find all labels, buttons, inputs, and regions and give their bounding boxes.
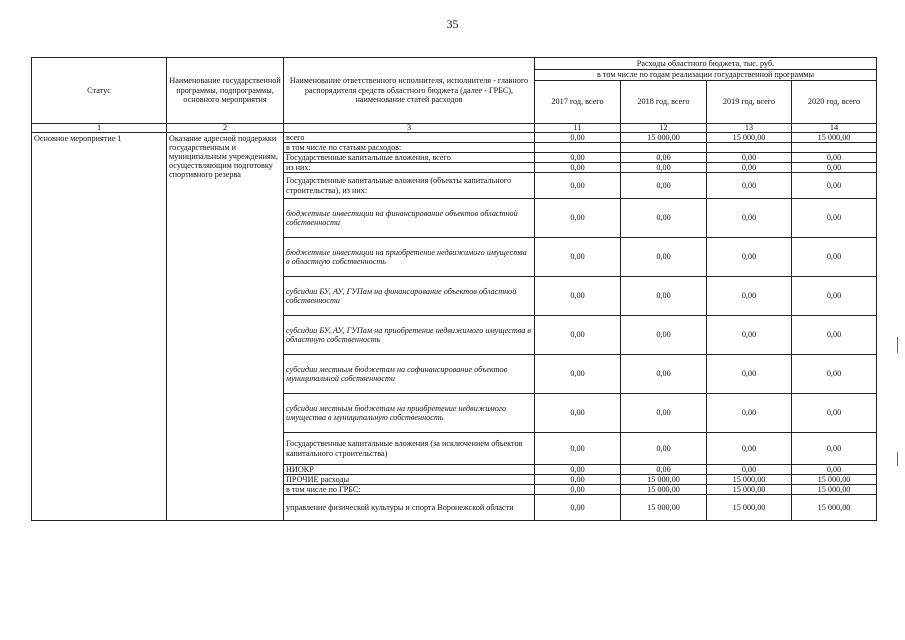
- value-2020: 0,00: [792, 163, 877, 173]
- value-2017: [535, 143, 621, 153]
- row-label: всего: [284, 133, 535, 143]
- value-2018: 0,00: [621, 316, 707, 355]
- value-2020: 0,00: [792, 277, 877, 316]
- value-2019: 0,00: [707, 238, 792, 277]
- table-row: [32, 133, 877, 143]
- value-2018: 0,00: [621, 433, 707, 465]
- value-2018: 0,00: [621, 173, 707, 199]
- value-2019: 15 000,00: [707, 133, 792, 143]
- value-2018: 15 000,00: [621, 475, 707, 485]
- value-2020: 0,00: [792, 173, 877, 199]
- column-index: 2: [167, 124, 284, 133]
- value-2018: 15 000,00: [621, 485, 707, 495]
- column-index: 1: [32, 124, 167, 133]
- header-row-1: [32, 58, 877, 70]
- column-index: 11: [535, 124, 621, 133]
- value-2019: 15 000,00: [707, 485, 792, 495]
- row-label: Государственные капитальные вложения (за исключением объектов капитального строительства): [284, 433, 535, 465]
- value-2017: 0,00: [535, 495, 621, 521]
- header-year-2020: 2020 год, всего: [792, 81, 877, 124]
- value-2019: 0,00: [707, 199, 792, 238]
- row-label: НИОКР: [284, 465, 535, 475]
- row-label: в том числе по ГРБС:: [284, 485, 535, 495]
- header-expenses: Расходы областного бюджета, тыс. руб.: [535, 58, 877, 70]
- column-index: 12: [621, 124, 707, 133]
- header-year-2018: 2018 год, всего: [621, 81, 707, 124]
- value-2019: 0,00: [707, 173, 792, 199]
- value-2017: 0,00: [535, 475, 621, 485]
- scan-margin-mark: [897, 337, 898, 353]
- row-label: субсидии местным бюджетам на софинансирование объектов муниципальной собственности: [284, 355, 535, 394]
- value-2019: 0,00: [707, 316, 792, 355]
- value-2019: 0,00: [707, 355, 792, 394]
- header-executor: Наименование ответственного исполнителя, исполнителя - главного распорядителя средств областного бюджета (далее - ГРБС), наименование статей расходов: [284, 58, 535, 124]
- value-2017: 0,00: [535, 173, 621, 199]
- value-2020: 15 000,00: [792, 133, 877, 143]
- value-2018: 0,00: [621, 199, 707, 238]
- row-label: субсидии местным бюджетам на приобретение недвижимого имущества в муниципальную собственность: [284, 394, 535, 433]
- value-2020: 0,00: [792, 394, 877, 433]
- value-2020: 0,00: [792, 238, 877, 277]
- value-2017: 0,00: [535, 199, 621, 238]
- value-2017: 0,00: [535, 238, 621, 277]
- row-label: бюджетные инвестиции на финансирование объектов областной собственности: [284, 199, 535, 238]
- value-2020: 15 000,00: [792, 485, 877, 495]
- value-2019: 0,00: [707, 394, 792, 433]
- row-label: Государственные капитальные вложения, всего: [284, 153, 535, 163]
- value-2020: 0,00: [792, 316, 877, 355]
- column-index-row: [32, 124, 877, 133]
- value-2020: 0,00: [792, 355, 877, 394]
- value-2018: 0,00: [621, 394, 707, 433]
- value-2018: 0,00: [621, 163, 707, 173]
- value-2019: [707, 143, 792, 153]
- row-label: субсидии БУ, АУ, ГУПам на финансирование объектов областной собственности: [284, 277, 535, 316]
- column-index: 3: [284, 124, 535, 133]
- header-program-name: Наименование государственной программы, подпрограммы, основного мероприятия: [167, 58, 284, 124]
- value-2017: 0,00: [535, 163, 621, 173]
- value-2019: 0,00: [707, 163, 792, 173]
- value-2019: 15 000,00: [707, 495, 792, 521]
- scan-margin-mark: [897, 452, 898, 466]
- value-2017: 0,00: [535, 485, 621, 495]
- value-2020: 0,00: [792, 433, 877, 465]
- value-2018: [621, 143, 707, 153]
- value-2018: 0,00: [621, 153, 707, 163]
- value-2018: 0,00: [621, 465, 707, 475]
- row-label: ПРОЧИЕ расходы: [284, 475, 535, 485]
- value-2018: 0,00: [621, 238, 707, 277]
- row-label: Государственные капитальные вложения (объекты капитального строительства), из них:: [284, 173, 535, 199]
- value-2017: 0,00: [535, 277, 621, 316]
- header-year-2017: 2017 год, всего: [535, 81, 621, 124]
- header-status: Статус: [32, 58, 167, 124]
- value-2019: 15 000,00: [707, 475, 792, 485]
- budget-table: [31, 57, 877, 521]
- value-2018: 15 000,00: [621, 133, 707, 143]
- measure-name-cell: Оказание адресной поддержки государственным и муниципальным учреждениям, осуществляющим подготовку спортивного резерва: [167, 133, 284, 521]
- value-2019: 0,00: [707, 277, 792, 316]
- value-2019: 0,00: [707, 433, 792, 465]
- row-label: управление физической культуры и спорта Воронежской области: [284, 495, 535, 521]
- value-2020: 15 000,00: [792, 475, 877, 485]
- row-label: бюджетные инвестиции на приобретение недвижимого имущества в областную собственность: [284, 238, 535, 277]
- row-label: в том числе по статьям расходов:: [284, 143, 535, 153]
- value-2020: [792, 143, 877, 153]
- value-2018: 0,00: [621, 277, 707, 316]
- row-label: субсидии БУ, АУ, ГУПам на приобретение недвижимого имущества в областную собственность: [284, 316, 535, 355]
- value-2017: 0,00: [535, 316, 621, 355]
- value-2017: 0,00: [535, 394, 621, 433]
- value-2020: 0,00: [792, 465, 877, 475]
- value-2020: 0,00: [792, 153, 877, 163]
- value-2019: 0,00: [707, 153, 792, 163]
- value-2018: 15 000,00: [621, 495, 707, 521]
- value-2019: 0,00: [707, 465, 792, 475]
- value-2018: 0,00: [621, 355, 707, 394]
- value-2020: 0,00: [792, 199, 877, 238]
- column-index: 14: [792, 124, 877, 133]
- value-2017: 0,00: [535, 153, 621, 163]
- value-2017: 0,00: [535, 433, 621, 465]
- page-number: 35: [446, 17, 459, 31]
- row-label: из них:: [284, 163, 535, 173]
- value-2020: 15 000,00: [792, 495, 877, 521]
- value-2017: 0,00: [535, 465, 621, 475]
- status-cell: Основное мероприятие 1: [32, 133, 167, 521]
- header-year-2019: 2019 год, всего: [707, 81, 792, 124]
- header-by-years: в том числе по годам реализации государственной программы: [535, 70, 877, 81]
- value-2017: 0,00: [535, 133, 621, 143]
- value-2017: 0,00: [535, 355, 621, 394]
- column-index: 13: [707, 124, 792, 133]
